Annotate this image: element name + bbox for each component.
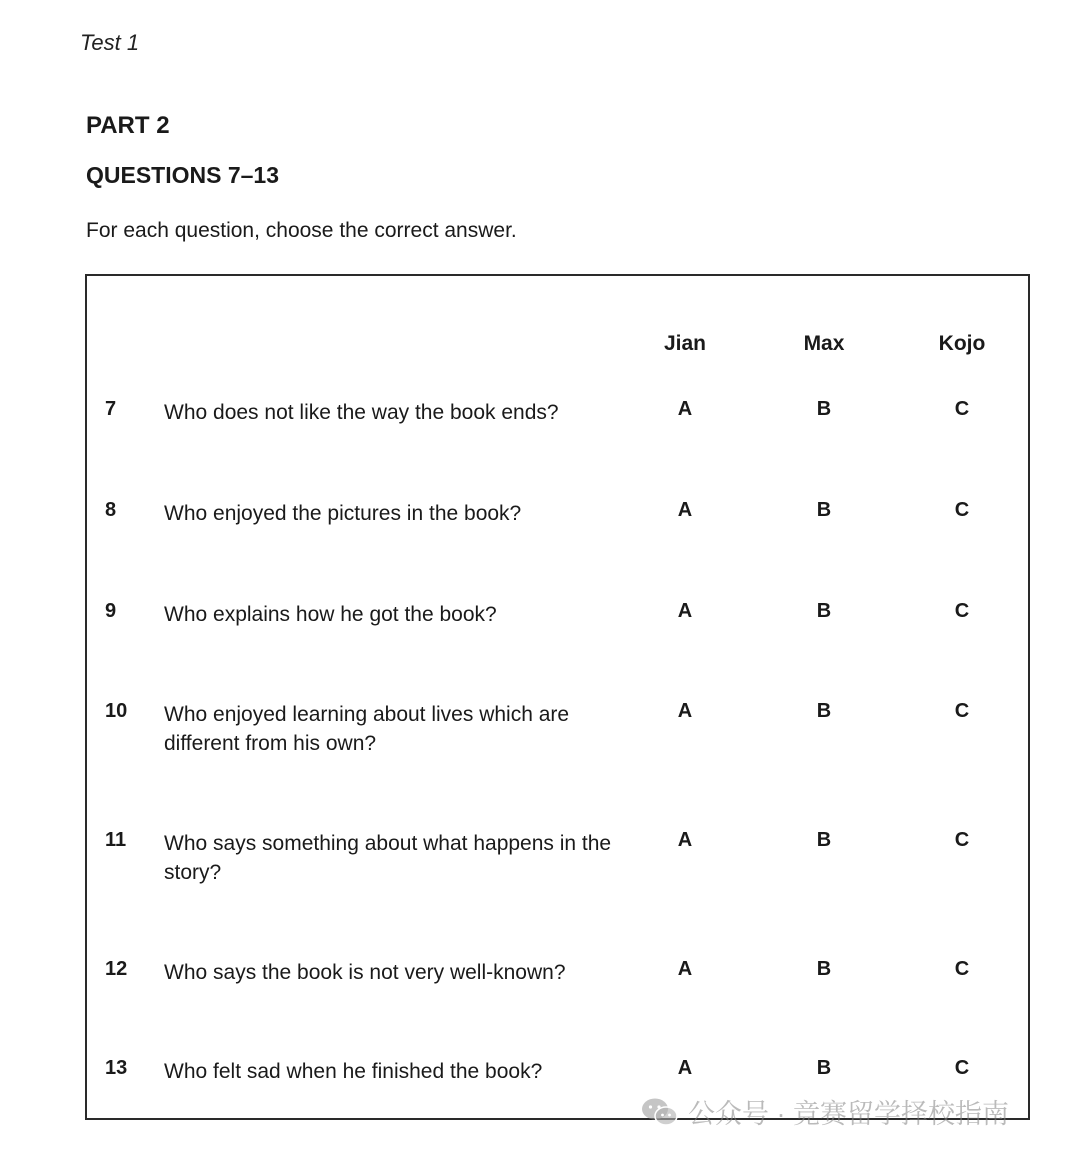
question-text: Who does not like the way the book ends? bbox=[164, 401, 559, 424]
question-text: Who enjoyed learning about lives which are different from his own? bbox=[164, 703, 570, 755]
question-text: Who says something about what happens in the story? bbox=[164, 832, 612, 884]
question-number: 12 bbox=[105, 958, 128, 980]
question-number: 7 bbox=[105, 398, 117, 420]
question-row-8 bbox=[0, 499, 1080, 579]
option-b-max[interactable]: B bbox=[816, 499, 832, 521]
wechat-icon bbox=[640, 1096, 680, 1128]
option-c-kojo[interactable]: C bbox=[954, 398, 970, 420]
questions-range-heading: QUESTIONS 7–13 bbox=[86, 162, 280, 188]
option-c-kojo[interactable]: C bbox=[954, 958, 970, 980]
question-row-10 bbox=[0, 700, 1080, 780]
option-a-jian[interactable]: A bbox=[677, 398, 693, 420]
part-title: PART 2 bbox=[86, 112, 170, 139]
option-c-kojo[interactable]: C bbox=[954, 1057, 970, 1079]
question-number: 10 bbox=[105, 700, 128, 722]
option-b-max[interactable]: B bbox=[816, 398, 832, 420]
question-text: Who felt sad when he finished the book? bbox=[164, 1060, 543, 1083]
question-text: Who explains how he got the book? bbox=[164, 603, 497, 626]
question-row-11 bbox=[0, 829, 1080, 909]
question-number: 8 bbox=[105, 499, 117, 521]
option-b-max[interactable]: B bbox=[816, 600, 832, 622]
question-row-9 bbox=[0, 600, 1080, 680]
watermark bbox=[640, 1092, 1009, 1131]
option-c-kojo[interactable]: C bbox=[954, 700, 970, 722]
option-a-jian[interactable]: A bbox=[677, 958, 693, 980]
watermark-text: 公众号 · 竞赛留学择校指南 bbox=[688, 1099, 1009, 1129]
option-a-jian[interactable]: A bbox=[677, 499, 693, 521]
question-row-12 bbox=[0, 958, 1080, 1038]
option-b-max[interactable]: B bbox=[816, 1057, 832, 1079]
option-b-max[interactable]: B bbox=[816, 829, 832, 851]
option-a-jian[interactable]: A bbox=[677, 1057, 693, 1079]
option-c-kojo[interactable]: C bbox=[954, 499, 970, 521]
option-c-kojo[interactable]: C bbox=[954, 600, 970, 622]
question-text: Who enjoyed the pictures in the book? bbox=[164, 502, 522, 525]
column-header-kojo: Kojo bbox=[938, 332, 986, 355]
option-a-jian[interactable]: A bbox=[677, 700, 693, 722]
column-header-max: Max bbox=[803, 332, 845, 355]
option-b-max[interactable]: B bbox=[816, 958, 832, 980]
option-a-jian[interactable]: A bbox=[677, 829, 693, 851]
column-header-jian: Jian bbox=[663, 332, 707, 355]
instruction-text: For each question, choose the correct answer. bbox=[86, 219, 517, 242]
option-b-max[interactable]: B bbox=[816, 700, 832, 722]
option-a-jian[interactable]: A bbox=[677, 600, 693, 622]
question-number: 9 bbox=[105, 600, 117, 622]
question-text: Who says the book is not very well-known? bbox=[164, 961, 566, 984]
running-head: Test 1 bbox=[80, 30, 140, 55]
question-number: 11 bbox=[105, 829, 127, 851]
option-c-kojo[interactable]: C bbox=[954, 829, 970, 851]
question-row-7 bbox=[0, 398, 1080, 478]
question-number: 13 bbox=[105, 1057, 128, 1079]
